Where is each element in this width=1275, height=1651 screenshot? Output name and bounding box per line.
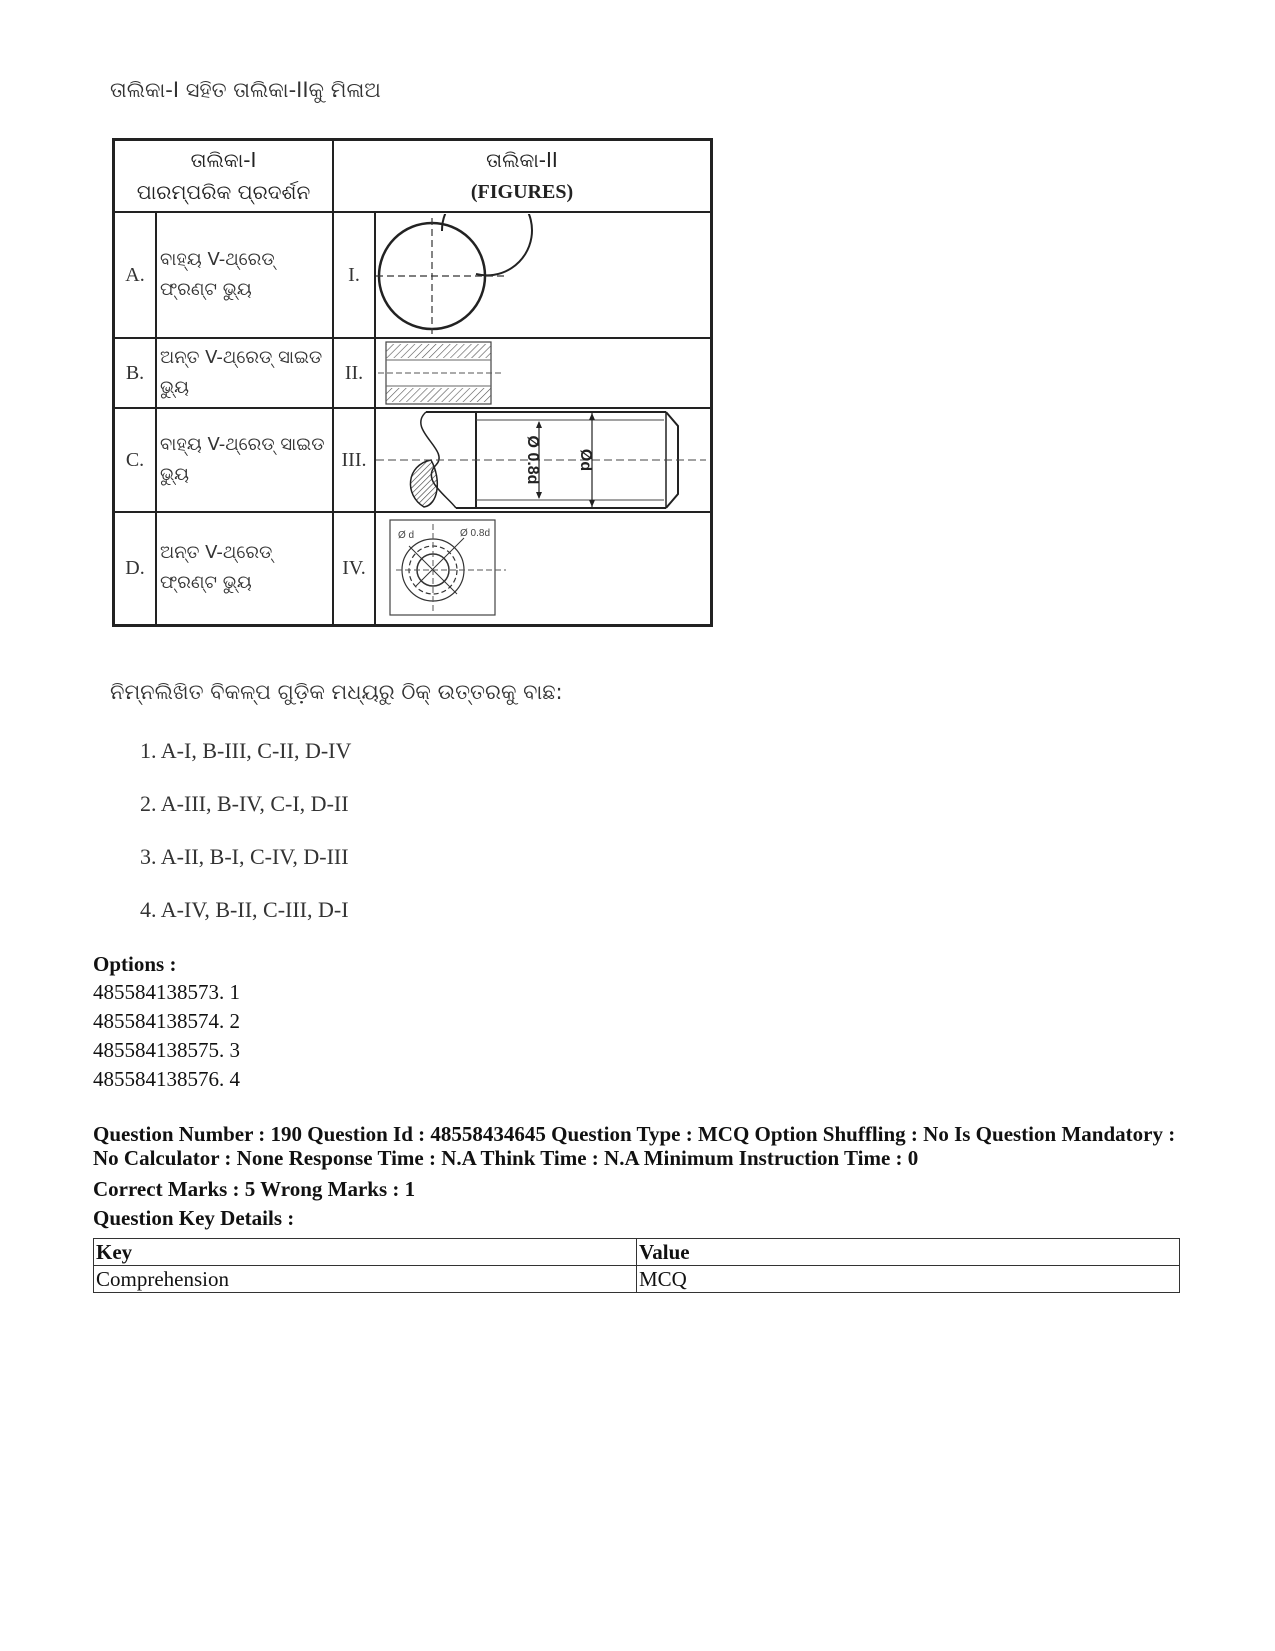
fig3-label-b: Ød	[577, 448, 594, 472]
marks-line: Correct Marks : 5 Wrong Marks : 1	[93, 1177, 416, 1201]
list2-title: ତାଲିକା-II	[486, 148, 558, 172]
key-details-table	[93, 1238, 1180, 1293]
row-roman: III.	[333, 408, 375, 512]
option-2: 485584138574. 2	[93, 1009, 240, 1033]
question-meta-line1: Question Number : 190 Question Id : 48558434645 Question Type : MCQ Option Shuffling : No Is Question Mandatory :	[93, 1122, 1176, 1146]
question-instruction: ନିମ୍ନଲିଖିତ ବିକଳ୍ପ ଗୁଡ଼ିକ ମଧ୍ୟରୁ ଠିକ୍ ଉତ୍ତରକୁ ବାଛ:	[110, 680, 563, 704]
row-roman: IV.	[333, 512, 375, 625]
row-label: A.	[114, 212, 157, 338]
list2-header	[333, 140, 712, 213]
key-header: Key	[94, 1239, 637, 1266]
row-label: B.	[114, 338, 157, 408]
key-table-header	[94, 1239, 1180, 1266]
choice-1: 1. A-I, B-III, C-II, D-IV	[140, 738, 352, 763]
key-cell: Comprehension	[94, 1266, 637, 1293]
list2-subtitle: (FIGURES)	[470, 181, 574, 203]
list1-header	[114, 140, 334, 213]
choice-3: 3. A-II, B-I, C-IV, D-III	[140, 844, 349, 869]
choice-4: 4. A-IV, B-II, C-III, D-I	[140, 897, 349, 922]
question-meta-line2: No Calculator : None Response Time : N.A Think Time : N.A Minimum Instruction Time : 0	[93, 1146, 919, 1170]
figure-3	[375, 408, 712, 512]
match-table	[112, 138, 713, 627]
fig3-label-a: Ø 0.8d	[524, 435, 541, 485]
figure-4	[375, 512, 712, 625]
list1-title: ତାଲିକା-I	[190, 148, 257, 172]
table-row	[94, 1266, 1180, 1293]
row-roman: I.	[333, 212, 375, 338]
option-1: 485584138573. 1	[93, 980, 240, 1004]
figure-1	[375, 212, 712, 338]
options-label: Options :	[93, 952, 177, 976]
question-title: ତାଲିକା-I ସହିତ ତାଲିକା-IIକୁ ମିଳାଅ	[110, 78, 381, 102]
list1-subtitle: ପାରମ୍ପରିକ ପ୍ରଦର୍ଶନ	[136, 180, 311, 204]
value-header: Value	[637, 1239, 1180, 1266]
option-4: 485584138576. 4	[93, 1067, 240, 1091]
row-text: ଅନ୍ତ V-ଥ୍ରେଡ୍ ଫ୍ରଣ୍ଟ ଭ୍ୟୁ	[156, 512, 333, 625]
row-text: ଅନ୍ତ V-ଥ୍ରେଡ୍ ସାଇଡ ଭ୍ୟୁ	[156, 338, 333, 408]
value-cell: MCQ	[637, 1266, 1180, 1293]
row-text: ବାହ୍ୟ V-ଥ୍ରେଡ୍ ସାଇଡ ଭ୍ୟୁ	[156, 408, 333, 512]
row-roman: II.	[333, 338, 375, 408]
row-text: ବାହ୍ୟ V-ଥ୍ରେଡ୍ ଫ୍ରଣ୍ଟ ଭ୍ୟୁ	[156, 212, 333, 338]
fig4-label-a: Ø d	[398, 529, 415, 541]
fig4-label-b: Ø 0.8d	[460, 527, 491, 539]
choice-2: 2. A-III, B-IV, C-I, D-II	[140, 791, 349, 816]
row-label: C.	[114, 408, 157, 512]
option-3: 485584138575. 3	[93, 1038, 240, 1062]
row-label: D.	[114, 512, 157, 625]
key-details-label: Question Key Details :	[93, 1206, 295, 1230]
figure-2	[375, 338, 712, 408]
